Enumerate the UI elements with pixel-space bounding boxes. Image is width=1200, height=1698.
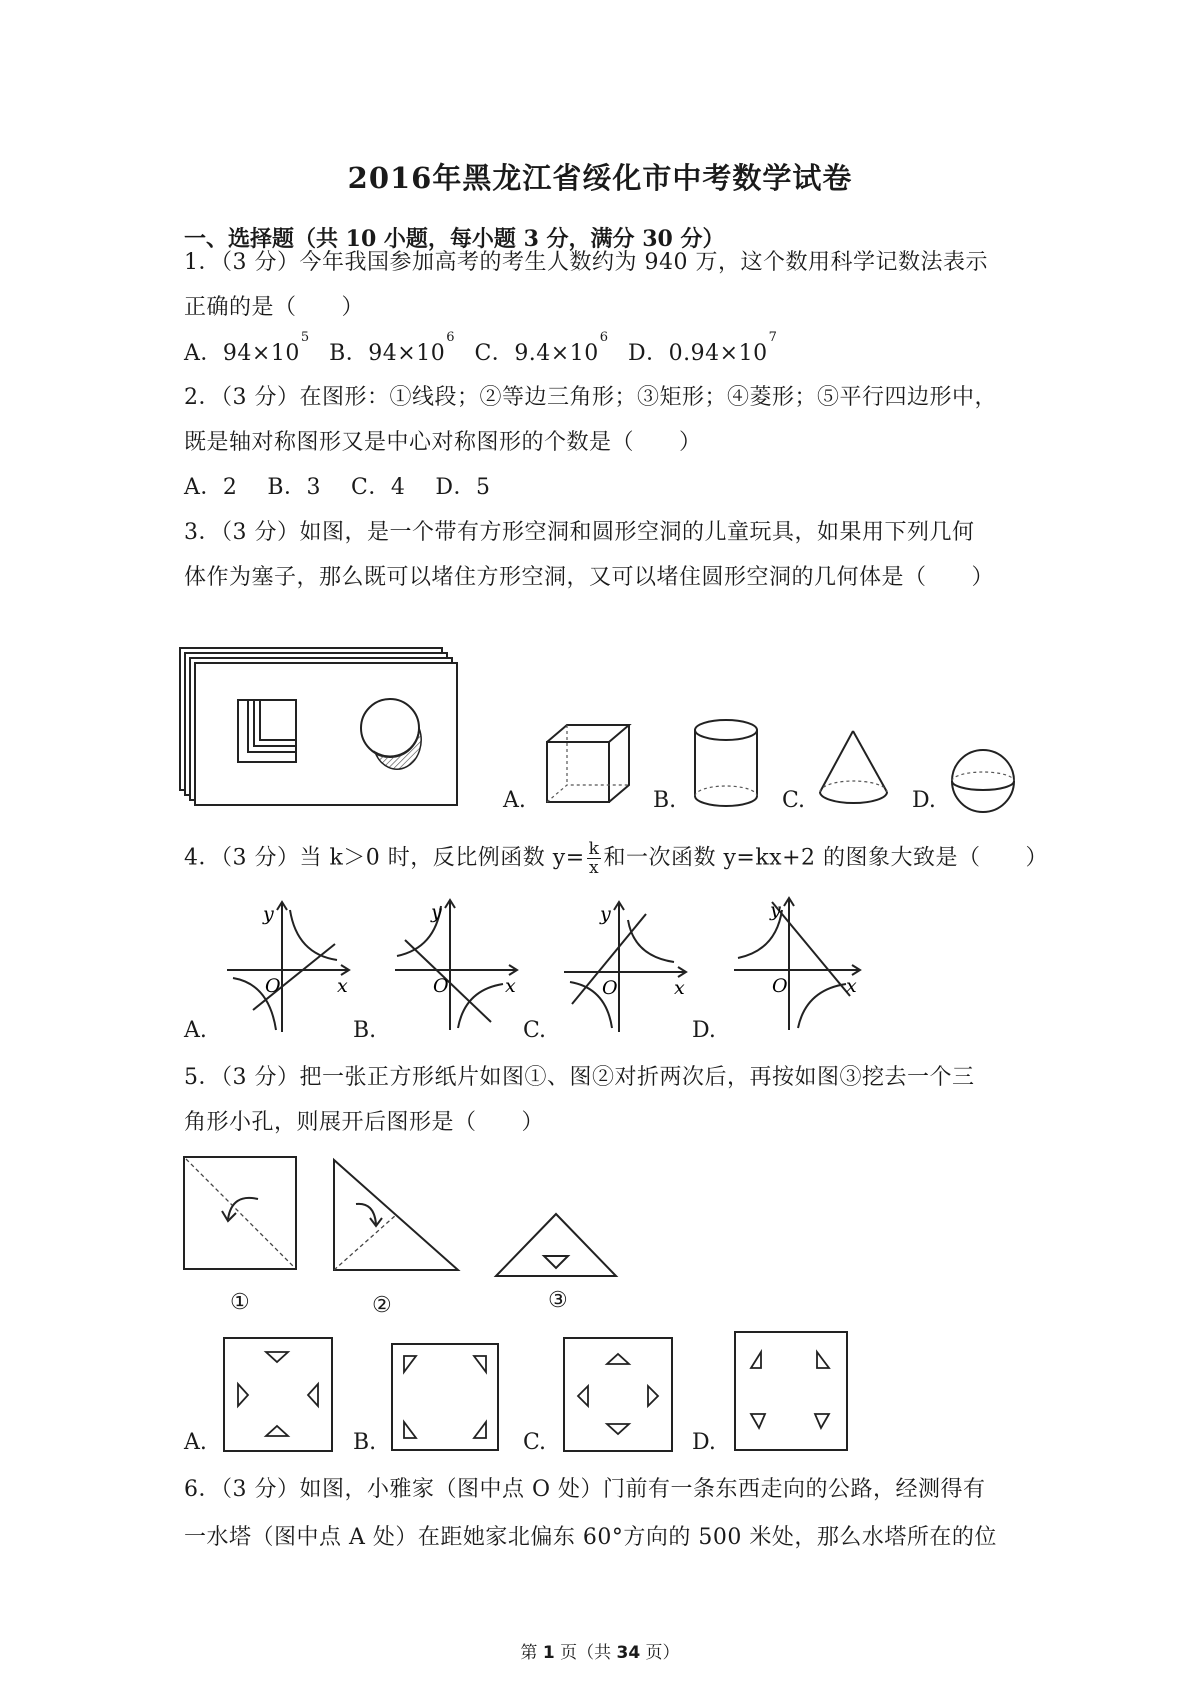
svg-text:y: y — [263, 903, 274, 925]
total-pages: 34 — [616, 1643, 641, 1663]
q3-line2: 体作为塞子，那么既可以堵住方形空洞，又可以堵住圆形空洞的几何体是（ ） — [184, 565, 995, 590]
q2-options[interactable]: A．2 B．3 C．4 D．5 — [184, 475, 491, 500]
svg-text:x: x — [505, 975, 516, 997]
q4-option-c[interactable]: C. — [523, 1018, 547, 1043]
q1-option-d[interactable]: D．$0.94\times 10^7$ — [628, 330, 778, 366]
q6-line2: 一水塔（图中点 A 处）在距她家北偏东 60°方向的 500 米处，那么水塔所在的位 — [184, 1525, 997, 1550]
q1-options — [184, 330, 778, 367]
q5-line2: 角形小孔，则展开后图形是（ ） — [184, 1110, 545, 1135]
cone-icon — [817, 728, 892, 808]
svg-text:y: y — [770, 899, 781, 921]
q4-fraction: $\frac{k}{x}$ — [588, 839, 600, 878]
q3-option-a[interactable]: A. — [503, 788, 526, 813]
svg-text:O: O — [602, 977, 618, 999]
unfold-option-a — [222, 1336, 334, 1453]
svg-text:x: x — [674, 977, 685, 999]
graph-c — [562, 892, 692, 1037]
q5-line1: 5．（3 分）把一张正方形纸片如图①、图②对折两次后，再按如图③挖去一个三 — [184, 1065, 975, 1090]
svg-text:x: x — [846, 975, 857, 997]
cylinder-icon — [692, 718, 762, 810]
q3-toy-figure — [180, 648, 480, 806]
svg-text:O: O — [265, 975, 281, 997]
q3-option-c[interactable]: C. — [782, 788, 806, 813]
q1-line1: 1．（3 分）今年我国参加高考的考生人数约为 940 万，这个数用科学记数法表示 — [184, 250, 988, 275]
q2-line2: 既是轴对称图形又是中心对称图形的个数是（ ） — [184, 430, 702, 455]
fold-step-3 — [494, 1210, 620, 1280]
q5-option-c[interactable]: C. — [523, 1430, 547, 1455]
q4-option-b[interactable]: B. — [353, 1018, 377, 1043]
q4-option-d[interactable]: D. — [692, 1018, 716, 1043]
sphere-icon — [950, 748, 1016, 814]
q4-line — [184, 840, 1048, 877]
svg-text:y: y — [431, 901, 442, 923]
q2-line1: 2．（3 分）在图形：①线段；②等边三角形；③矩形；④菱形；⑤平行四边形中， — [184, 385, 997, 410]
q5-option-a[interactable]: A. — [184, 1430, 207, 1455]
q3-line1: 3．（3 分）如图，是一个带有方形空洞和圆形空洞的儿童玩具，如果用下列几何 — [184, 520, 975, 545]
q4-text-after: 和一次函数 y=kx+2 的图象大致是（ ） — [603, 845, 1049, 871]
page-footer: 第 1 页（共 34 页） — [520, 1643, 680, 1663]
fold-step-3-label: ③ — [548, 1288, 568, 1313]
unfold-option-d — [733, 1330, 849, 1452]
fold-step-1 — [182, 1155, 298, 1275]
fold-step-2 — [332, 1158, 462, 1278]
fold-step-1-label: ① — [230, 1290, 250, 1315]
q4-option-a[interactable]: A. — [184, 1018, 207, 1043]
q3-option-b[interactable]: B. — [653, 788, 677, 813]
q4-text-before: 4．（3 分）当 k＞0 时，反比例函数 y= — [184, 845, 585, 871]
fold-step-2-label: ② — [372, 1293, 392, 1318]
q1-line2: 正确的是（ ） — [184, 295, 365, 320]
graph-b — [393, 890, 523, 1035]
current-page: 1 — [542, 1643, 555, 1663]
q1-option-a[interactable]: A．$94\times 10^5$ — [184, 330, 310, 366]
graph-a — [225, 892, 355, 1037]
page-title: 2016年黑龙江省绥化市中考数学试卷 — [347, 161, 853, 195]
section-heading: 一、选择题（共 10 小题，每小题 3 分，满分 30 分） — [184, 226, 725, 252]
svg-text:O: O — [772, 975, 788, 997]
q3-option-d[interactable]: D. — [912, 788, 936, 813]
unfold-option-c — [562, 1336, 674, 1453]
q5-option-d[interactable]: D. — [692, 1430, 716, 1455]
cube-icon — [545, 722, 635, 807]
svg-text:x: x — [337, 975, 348, 997]
q1-option-b[interactable]: B．$94\times 10^6$ — [329, 330, 455, 366]
q5-option-b[interactable]: B. — [353, 1430, 377, 1455]
q1-option-c[interactable]: C．$9.4\times 10^6$ — [474, 330, 609, 366]
svg-text:O: O — [433, 975, 449, 997]
svg-text:y: y — [600, 903, 611, 925]
graph-d — [732, 888, 867, 1036]
q6-line1: 6．（3 分）如图，小雅家（图中点 O 处）门前有一条东西走向的公路，经测得有 — [184, 1477, 986, 1502]
unfold-option-b — [390, 1342, 502, 1454]
